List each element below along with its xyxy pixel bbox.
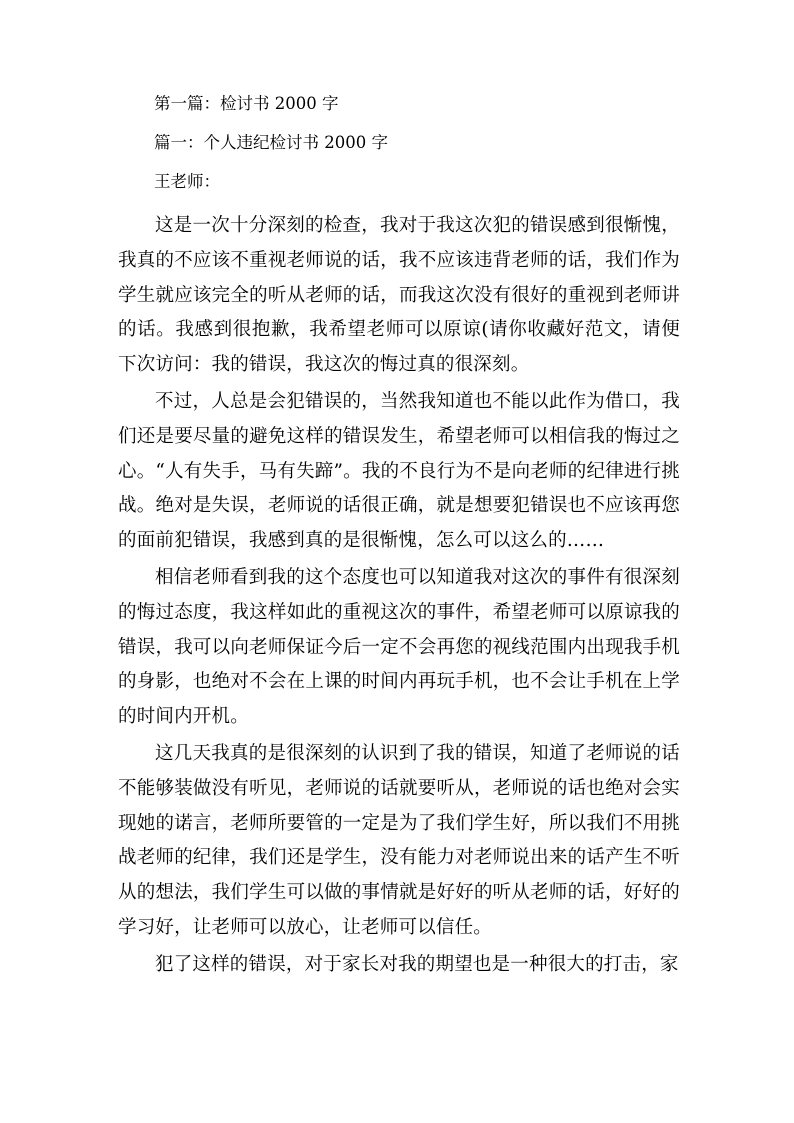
document-body xyxy=(118,94,680,985)
paragraph-4: 这几天我真的是很深刻的认识到了我的错误，知道了老师说的话不能够装做没有听见，老师说的话就要听从，老师说的话也绝对会实现她的诺言，老师所要管的一定是为了我们学生好，所以我们不用挑战老师的纪律，我们还是学生，没有能力对老师说出来的话产生不听从的想法，我们学生可以做的事情就是好好的听从老师的话，好好的学习好，让老师可以放心，让老师可以信任。 xyxy=(118,742,680,938)
salutation: 王老师： xyxy=(154,172,220,191)
paragraph-3: 相信老师看到我的这个态度也可以知道我对这次的事件有很深刻的悔过态度，我这样如此的重视这次的事件，希望老师可以原谅我的错误，我可以向老师保证今后一定不会再您的视线范围内出现我手机的身影，也绝对不会在上课的时间内再玩手机，也不会让手机在上学的时间内开机。 xyxy=(118,566,680,728)
paragraph-5: 犯了这样的错误，对于家长对我的期望也是一种很大的打击，家 xyxy=(155,953,679,975)
paragraph-1: 这是一次十分深刻的检查，我对于我这次犯的错误感到很惭愧，我真的不应该不重视老师说的话，我不应该违背老师的话，我们作为学生就应该完全的听从老师的话，而我这次没有很好的重视到老师讲的话。我感到很抱歉，我希望老师可以原谅(请你收藏好范文，请便下次访问：我的错误，我这次的悔过真的很深刻。 xyxy=(118,215,680,376)
document-title: 第一篇：检讨书 2000 字 xyxy=(154,94,339,113)
document-subtitle: 篇一：个人违纪检讨书 2000 字 xyxy=(154,133,388,152)
paragraph-2: 不过，人总是会犯错误的，当然我知道也不能以此作为借口，我们还是要尽量的避免这样的错误发生，希望老师可以相信我的悔过之心。“人有失手，马有失蹄”。我的不良行为不是向老师的纪律进行挑战。绝对是失误，老师说的话很正确，就是想要犯错误也不应该再您的面前犯错误，我感到真的是很惭愧，怎么可以这么的…… xyxy=(118,390,680,552)
